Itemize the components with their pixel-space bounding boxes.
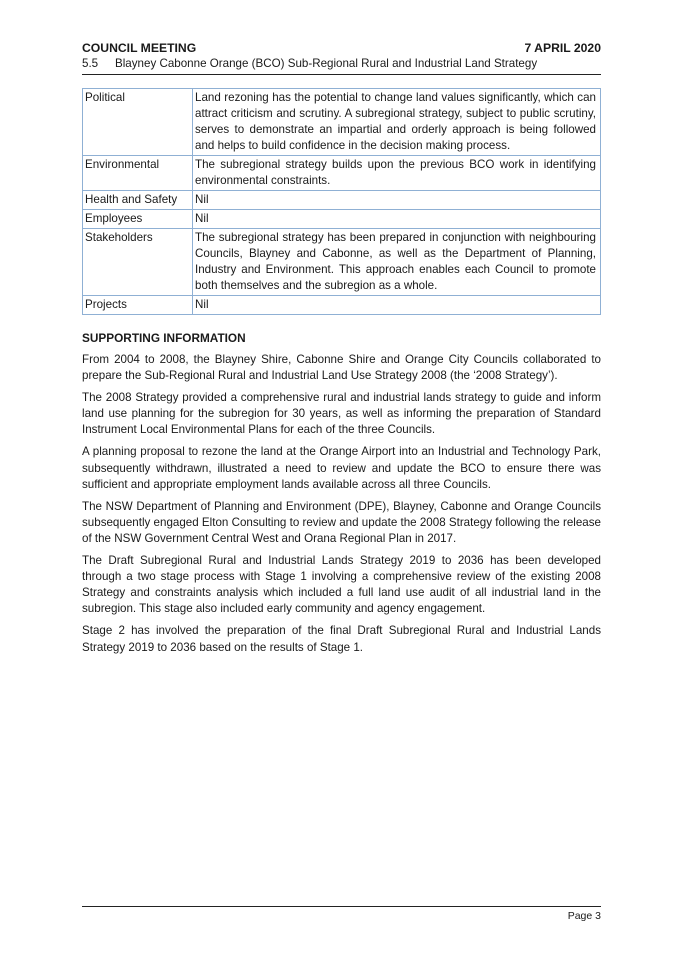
table-row [83,296,601,315]
table-row [83,229,601,296]
row-value: Nil [193,210,601,229]
row-label: Employees [83,210,193,229]
row-value: Nil [193,296,601,315]
item-heading [82,56,601,75]
row-value: The subregional strategy has been prepared in conjunction with neighbouring Councils, Blayney and Cabonne, as well as the Department of Planning, Industry and Environment. This approach enables each Council to promote both themselves and the subregion as a whole. [193,229,601,296]
page-number: Page 3 [567,910,601,922]
row-label: Environmental [83,156,193,191]
section-heading: SUPPORTING INFORMATION [82,331,246,345]
paragraph: The 2008 Strategy provided a comprehensive rural and industrial lands strategy to guide and inform land use planning for the subregion for 30 years, as well as informing the preparation of Standard Instrument Local Environmental Plans for each of the three Councils. [82,391,601,437]
paragraph: A planning proposal to rezone the land at the Orange Airport into an Industrial and Technology Park, subsequently withdrawn, illustrated a need to review and update the BCO to ensure there was sufficient and appropriate employment lands available across all three Councils. [82,445,601,491]
row-label: Political [83,89,193,156]
implications-table [82,88,601,315]
table-row [83,89,601,156]
row-value: The subregional strategy builds upon the previous BCO work in identifying environmental constraints. [193,156,601,191]
document-page [82,40,601,656]
paragraph: Stage 2 has involved the preparation of the final Draft Subregional Rural and Industrial Lands Strategy 2019 to 2036 based on the results of Stage 1. [82,624,601,654]
row-value: Land rezoning has the potential to change land values significantly, which can attract criticism and scrutiny. A subregional strategy, subject to public scrutiny, serves to demonstrate an impartial and orderly approach is being followed and helps to build confidence in the decision making process. [193,89,601,156]
row-label: Stakeholders [83,229,193,296]
table-row [83,210,601,229]
row-label: Projects [83,296,193,315]
meeting-date: 7 APRIL 2020 [524,41,601,55]
paragraph: The Draft Subregional Rural and Industrial Lands Strategy 2019 to 2036 has been developed through a two stage process with Stage 1 involving a comprehensive review of the existing 2008 Strategy and constraints analysis which included a full land use audit of all industrial land in the subregion. This stage also included early community and agency engagement. [82,554,601,616]
paragraph: From 2004 to 2008, the Blayney Shire, Cabonne Shire and Orange City Councils collaborated to prepare the Sub-Regional Rural and Industrial Land Use Strategy 2008 (the ‘2008 Strategy’). [82,353,601,383]
item-title: Blayney Cabonne Orange (BCO) Sub-Regional Rural and Industrial Land Strategy [115,57,538,70]
table-row [83,191,601,210]
paragraph: The NSW Department of Planning and Environment (DPE), Blayney, Cabonne and Orange Councils subsequently engaged Elton Consulting to review and update the 2008 Strategy following the release of the NSW Government Central West and Orana Regional Plan in 2017. [82,499,601,545]
meeting-title: COUNCIL MEETING [82,41,197,55]
running-header [82,40,601,56]
page-footer [82,906,601,922]
item-number: 5.5 [82,57,99,70]
row-label: Health and Safety [83,191,193,210]
table-row [83,156,601,191]
row-value: Nil [193,191,601,210]
